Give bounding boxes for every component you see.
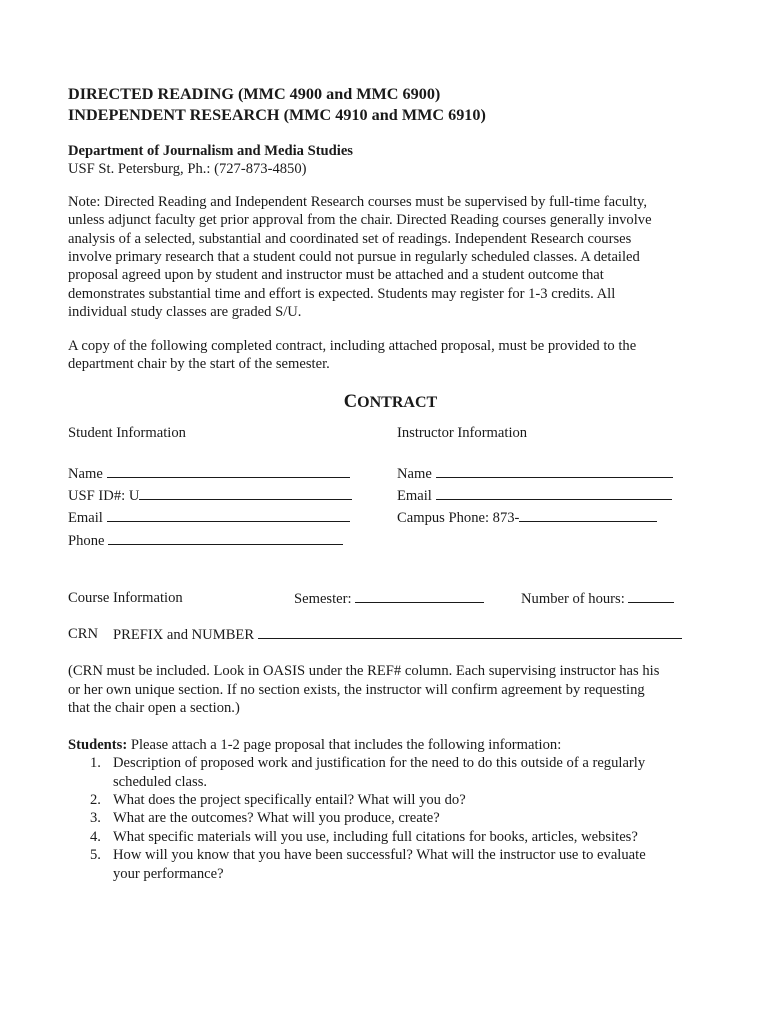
hours-label: Number of hours: <box>521 591 625 608</box>
crn-note-line: (CRN must be included. Look in OASIS under the REF# column. Each supervising instructor has his <box>68 663 660 680</box>
instructor-email-field[interactable] <box>397 486 672 505</box>
instructor-info-heading: Instructor Information <box>397 425 528 442</box>
department-contact: USF St. Petersburg, Ph.: (727-873-4850) <box>68 161 307 178</box>
prefix-number-field[interactable] <box>113 625 682 644</box>
list-item <box>68 791 718 809</box>
instructor-campus-phone-field[interactable] <box>397 508 657 527</box>
student-usf-id-field[interactable] <box>68 486 352 505</box>
list-item-text: What are the outcomes? What will you produce, create? <box>113 810 440 827</box>
phone-row <box>68 531 718 553</box>
list-item <box>68 754 718 791</box>
crn-row <box>68 625 718 647</box>
contract-heading-rest: ONTRACT <box>357 394 438 412</box>
instructor-email-blank[interactable] <box>436 486 672 500</box>
list-item-number: 5. <box>90 847 101 864</box>
instructor-name-field[interactable] <box>397 464 673 483</box>
semester-field[interactable] <box>294 589 484 608</box>
instructor-campus-phone-label: Campus Phone: 873- <box>397 510 520 527</box>
crn-note <box>68 662 718 717</box>
hours-blank[interactable] <box>628 589 674 603</box>
info-headings-row <box>68 424 718 444</box>
page-title: DIRECTED READING (MMC 4900 and MMC 6900) <box>68 85 441 103</box>
list-item <box>68 828 718 846</box>
department-name: Department of Journalism and Media Studies <box>68 143 353 159</box>
note-paragraph <box>68 193 718 322</box>
list-item-text: What specific materials will you use, including full citations for books, articles, websites? <box>113 828 638 845</box>
proposal-requirements-list <box>68 754 718 883</box>
semester-label: Semester: <box>294 591 352 608</box>
note-line: unless adjunct faculty get prior approval from the chair. Directed Reading courses generally involve <box>68 212 652 229</box>
list-item-text: scheduled class. <box>113 773 208 790</box>
list-item <box>68 809 718 827</box>
student-email-blank[interactable] <box>107 508 350 522</box>
student-name-blank[interactable] <box>107 464 350 478</box>
student-name-field[interactable] <box>68 464 350 483</box>
note-line: involve primary research that a student could not pursue in regularly scheduled classes. A detailed <box>68 249 640 266</box>
student-phone-blank[interactable] <box>108 531 343 545</box>
contract-heading <box>68 392 718 413</box>
semester-blank[interactable] <box>355 589 484 603</box>
instructor-name-blank[interactable] <box>436 464 673 478</box>
crn-label: CRN <box>68 626 99 643</box>
list-item-text: How will you know that you have been successful? What will the instructor use to evaluate <box>113 847 646 864</box>
student-email-field[interactable] <box>68 508 350 527</box>
list-item-number: 2. <box>90 791 101 808</box>
copy-line: department chair by the start of the semester. <box>68 356 330 373</box>
list-item-text: What does the project specifically entail? What will you do? <box>113 791 466 808</box>
crn-note-line: that the chair open a section.) <box>68 700 240 717</box>
instructor-email-label: Email <box>397 488 432 505</box>
student-info-heading: Student Information <box>68 425 186 442</box>
note-line: Note: Directed Reading and Independent Research courses must be supervised by full-time faculty, <box>68 193 647 210</box>
instructor-campus-phone-blank[interactable] <box>519 508 657 522</box>
hours-field[interactable] <box>521 589 674 608</box>
students-intro: Please attach a 1-2 page proposal that includes the following information: <box>130 736 562 753</box>
prefix-number-label: PREFIX and NUMBER <box>113 627 255 644</box>
page-subtitle: INDEPENDENT RESEARCH (MMC 4910 and MMC 6910) <box>68 106 486 124</box>
student-usf-id-label: USF ID#: U <box>68 488 140 505</box>
list-item-text: Description of proposed work and justification for the need to do this outside of a regularly <box>113 755 646 772</box>
student-usf-id-blank[interactable] <box>139 486 352 500</box>
list-item-number: 3. <box>90 810 101 827</box>
note-line: individual study classes are graded S/U. <box>68 304 302 321</box>
email-phone-row <box>68 508 718 531</box>
note-line: demonstrates substantial time and effort is expected. Students may register for 1-3 credits. All <box>68 285 616 302</box>
name-row <box>68 464 718 486</box>
student-name-label: Name <box>68 466 103 483</box>
list-item-number: 4. <box>90 828 101 845</box>
course-info-row <box>68 589 718 611</box>
student-email-label: Email <box>68 510 103 527</box>
note-line: proposal agreed upon by student and instructor must be attached and a student outcome that <box>68 267 604 284</box>
crn-note-line: or her own unique section. If no section exists, the instructor will confirm agreement by requesting <box>68 681 645 698</box>
copy-line: A copy of the following completed contract, including attached proposal, must be provided to the <box>68 337 637 354</box>
list-item-number: 1. <box>90 755 101 772</box>
student-phone-field[interactable] <box>68 531 343 550</box>
list-item-text: your performance? <box>113 865 224 882</box>
instructor-name-label: Name <box>397 466 432 483</box>
copy-paragraph <box>68 337 718 374</box>
student-phone-label: Phone <box>68 533 105 550</box>
note-line: analysis of a selected, substantial and coordinated set of readings. Independent Research courses <box>68 230 632 247</box>
list-item <box>68 846 718 883</box>
contract-document <box>68 84 718 883</box>
students-instructions <box>68 736 718 754</box>
contract-heading-initial: C <box>343 392 358 413</box>
course-info-heading: Course Information <box>68 590 183 607</box>
students-label: Students: <box>68 736 128 753</box>
prefix-number-blank[interactable] <box>258 625 682 639</box>
id-email-row <box>68 486 718 508</box>
